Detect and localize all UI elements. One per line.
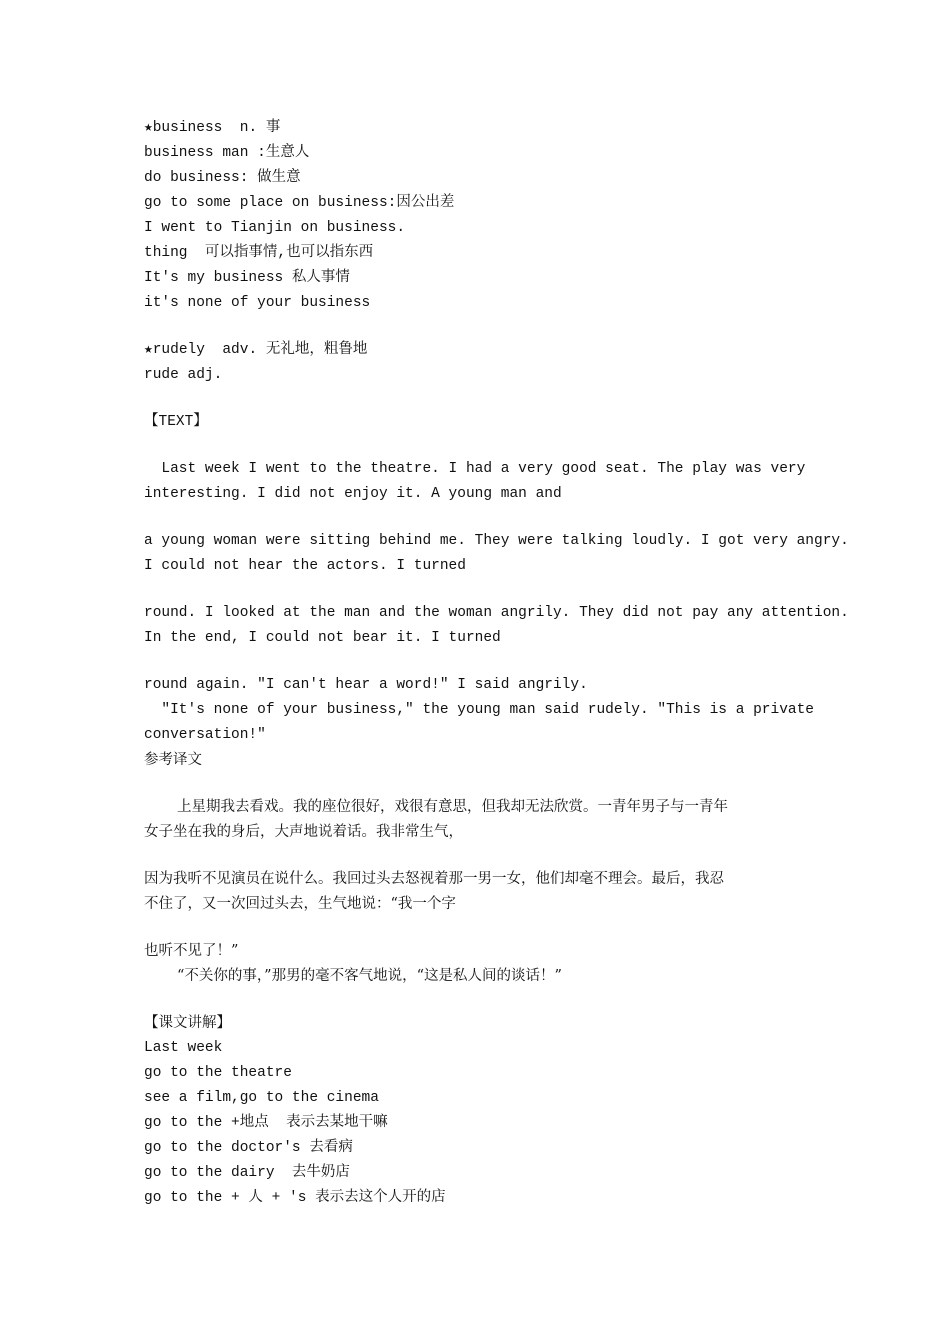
vocab-line: business man :生意人 — [144, 145, 310, 161]
vocab-business-section — [144, 116, 814, 316]
vocab-line: go to some place on business:因公出差 — [144, 195, 455, 211]
text-line: a young woman were sitting behind me. They were talking loudly. I got very angry. — [144, 533, 849, 549]
vocab-rudely-section — [144, 338, 814, 388]
spacer — [144, 507, 814, 529]
translation-line: 女子坐在我的身后，大声地说着话。我非常生气， — [144, 824, 463, 840]
vocab-line: do business: 做生意 — [144, 170, 301, 186]
spacer — [144, 773, 814, 795]
translation-passage — [144, 795, 814, 989]
explanation-line: see a film,go to the cinema — [144, 1090, 379, 1106]
spacer — [144, 917, 814, 939]
text-heading: 【TEXT】 — [144, 414, 208, 430]
document-page — [144, 116, 849, 1211]
explanation-heading: 【课文讲解】 — [144, 1015, 231, 1031]
explanation-line: go to the + 人 + 's 表示去这个人开的店 — [144, 1190, 446, 1206]
explanation-section — [144, 1036, 814, 1211]
explanation-line: go to the doctor's 去看病 — [144, 1140, 353, 1156]
spacer — [144, 579, 814, 601]
text-line: round. I looked at the man and the woman angrily. They did not pay any attention. — [144, 605, 849, 621]
text-line: interesting. I did not enjoy it. A young man and — [144, 486, 562, 502]
translation-line: 上星期我去看戏。我的座位很好，戏很有意思，但我却无法欣赏。一青年男子与一青年 — [177, 799, 728, 815]
text-line: round again. "I can't hear a word!" I said angrily. — [144, 677, 588, 693]
text-line: Last week I went to the theatre. I had a very good seat. The play was very — [144, 461, 806, 477]
vocab-line: It's my business 私人事情 — [144, 270, 350, 286]
spacer — [144, 316, 814, 338]
text-line: conversation!" — [144, 727, 266, 743]
text-line: "It's none of your business," the young man said rudely. "This is a private — [144, 702, 815, 718]
explanation-line: go to the +地点 表示去某地干嘛 — [144, 1115, 388, 1131]
text-line: In the end, I could not bear it. I turned — [144, 630, 501, 646]
vocab-line: ★rudely adv. 无礼地，粗鲁地 — [144, 342, 368, 358]
translation-line: 不住了，又一次回过头去，生气地说：“我一个字 — [144, 896, 456, 912]
translation-line: 也听不见了！” — [144, 943, 239, 959]
spacer — [144, 989, 814, 1011]
vocab-line: thing 可以指事情,也可以指东西 — [144, 245, 374, 261]
text-passage — [144, 457, 849, 748]
translation-line: 因为我听不见演员在说什么。我回过头去怒视着那一男一女，他们却毫不理会。最后，我忍 — [144, 871, 724, 887]
explanation-line: Last week — [144, 1040, 223, 1056]
explanation-line: go to the dairy 去牛奶店 — [144, 1165, 350, 1181]
vocab-line: rude adj. — [144, 367, 223, 383]
vocab-line: it's none of your business — [144, 295, 371, 311]
vocab-line: I went to Tianjin on business. — [144, 220, 406, 236]
translation-line: “不关你的事，”那男的毫不客气地说，“这是私人间的谈话！” — [177, 968, 562, 984]
explanation-line: go to the theatre — [144, 1065, 292, 1081]
spacer — [144, 388, 814, 410]
translation-heading: 参考译文 — [144, 752, 202, 768]
spacer — [144, 845, 814, 867]
spacer — [144, 435, 814, 457]
spacer — [144, 651, 814, 673]
vocab-line: ★business n. 事 — [144, 120, 281, 136]
text-line: I could not hear the actors. I turned — [144, 558, 466, 574]
